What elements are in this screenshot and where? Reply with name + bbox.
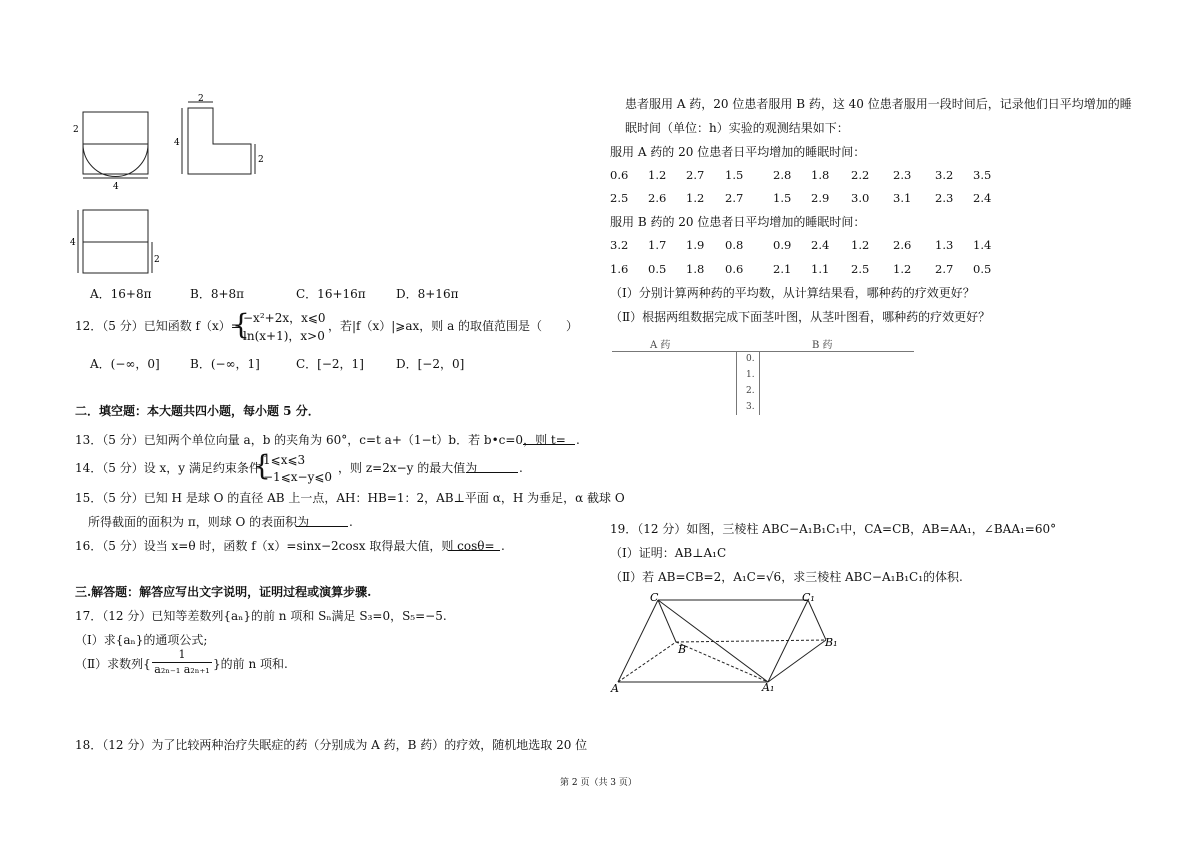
top-dim-2: 2 — [154, 255, 160, 265]
data-value: 2.1 — [773, 262, 792, 276]
prism-label-b: B — [678, 643, 687, 656]
q18-part-2: （Ⅱ）根据两组数据完成下面茎叶图，从茎叶图看，哪种药的疗效更好？ — [610, 310, 991, 324]
q19-line-1: 19．（12 分）如图，三棱柱 ABC−A₁B₁C₁中，CA=CB，AB=AA₁，∠BAA₁=60° — [610, 522, 1057, 536]
top-view — [78, 210, 152, 273]
q19-line-3: （Ⅱ）若 AB=CB=2，A₁C=√6，求三棱柱 ABC−A₁B₁C₁的体积. — [610, 570, 963, 584]
q12-option-c: C．[−2，1] — [296, 357, 364, 371]
stem-leaf-header-rule — [612, 351, 914, 352]
data-value: 0.5 — [648, 262, 667, 276]
side-dim-left: 4 — [174, 138, 180, 148]
stem-2: 2. — [746, 386, 755, 396]
page-footer: 第 2 页（共 3 页） — [560, 778, 637, 788]
q11-option-c: C．16+16π — [296, 287, 366, 301]
q15-period: . — [349, 515, 353, 529]
stem-leaf-header-a: A 药 — [650, 340, 671, 351]
side-dim-right: 2 — [258, 155, 264, 165]
front-dim-4: 4 — [113, 182, 119, 192]
data-value: 2.7 — [935, 262, 954, 276]
stem-leaf-divider-1 — [736, 351, 737, 415]
data-value: 1.5 — [725, 168, 744, 182]
top-dim-4: 4 — [70, 238, 76, 248]
q18-a-title: 服用 A 药的 20 位患者日平均增加的睡眠时间： — [610, 145, 866, 159]
stem-3: 3. — [746, 402, 755, 412]
data-value: 1.5 — [773, 191, 792, 205]
data-value: 1.8 — [811, 168, 830, 182]
q18-part-1: （Ⅰ）分别计算两种药的平均数，从计算结果看，哪种药的疗效更好？ — [610, 286, 975, 300]
data-value: 1.7 — [648, 238, 667, 252]
data-value: 0.5 — [973, 262, 992, 276]
prism-label-c: C — [650, 591, 659, 604]
data-value: 1.4 — [973, 238, 992, 252]
data-value: 2.3 — [935, 191, 954, 205]
data-value: 2.5 — [851, 262, 870, 276]
q11-option-d: D．8+16π — [396, 287, 459, 301]
data-value: 3.0 — [851, 191, 870, 205]
q14-constraint-1: 1⩽x⩽3 — [263, 453, 306, 467]
prism-figure — [608, 590, 848, 698]
side-dim-top: 2 — [198, 94, 204, 104]
prism-label-b1: B₁ — [825, 636, 838, 649]
data-value: 0.6 — [610, 168, 629, 182]
q14-period: . — [519, 461, 523, 475]
data-value: 1.8 — [686, 262, 705, 276]
three-view-figure — [68, 92, 288, 287]
data-value: 2.3 — [893, 168, 912, 182]
data-value: 1.3 — [935, 238, 954, 252]
q15-line-2: 所得截面的面积为 π，则球 O 的表面积为 — [88, 515, 310, 529]
data-value: 1.2 — [648, 168, 667, 182]
q13-text: 13．（5 分）已知两个单位向量 a，b 的夹角为 60°，c=t a+（1−t）b．若 b•c=0，则 t= — [75, 433, 566, 447]
q14-suffix: ，则 z=2x−y 的最大值为 — [338, 461, 478, 475]
q17-fraction-numerator: 1 — [152, 648, 212, 663]
front-dim-2: 2 — [73, 125, 79, 135]
q12-option-a: A．(−∞，0] — [90, 357, 160, 371]
q11-option-b: B．8+8π — [190, 287, 245, 301]
q13-blank — [523, 433, 575, 445]
q17-line-3-prefix: （Ⅱ）求数列{ — [75, 657, 151, 671]
q15-line-1: 15．（5 分）已知 H 是球 O 的直径 AB 上一点，AH：HB=1：2，AB⊥平面 α，H 为垂足，α 截球 O — [75, 491, 625, 505]
data-value: 0.8 — [725, 238, 744, 252]
data-value: 2.2 — [851, 168, 870, 182]
q14-prefix: 14．（5 分）设 x，y 满足约束条件 — [75, 461, 261, 475]
prism-label-a: A — [611, 682, 619, 695]
q15-blank — [296, 515, 348, 527]
q17-fraction-denominator: a₂ₙ₋₁ a₂ₙ₊₁ — [154, 663, 210, 676]
q18-line-1: 18．（12 分）为了比较两种治疗失眠症的药（分别成为 A 药，B 药）的疗效，随机地选取 20 位 — [75, 738, 588, 752]
q14-blank — [466, 461, 518, 473]
stem-1: 1. — [746, 370, 755, 380]
q17-fraction — [152, 648, 212, 677]
q18-b-row-1 — [610, 238, 997, 252]
q18-b-title: 服用 B 药的 20 位患者日平均增加的睡眠时间： — [610, 215, 866, 229]
q16-text: 16．（5 分）设当 x=θ 时，函数 f（x）=sinx−2cosx 取得最大值，则 cosθ= — [75, 539, 495, 553]
data-value: 1.2 — [893, 262, 912, 276]
stem-leaf-divider-2 — [759, 351, 760, 415]
data-value: 0.9 — [773, 238, 792, 252]
data-value: 3.5 — [973, 168, 992, 182]
q12-option-b: B．(−∞，1] — [190, 357, 260, 371]
data-value: 1.2 — [851, 238, 870, 252]
data-value: 2.4 — [973, 191, 992, 205]
prism-label-a1: A₁ — [762, 681, 775, 694]
q14-brace: { — [253, 449, 271, 482]
data-value: 3.2 — [935, 168, 954, 182]
q12-case-2: ln(x+1)，x>0 — [243, 329, 325, 343]
prism-label-c1: C₁ — [802, 591, 815, 604]
q14-constraint-2: −1⩽x−y⩽0 — [263, 470, 333, 484]
q11-option-a: A．16+8π — [90, 287, 152, 301]
data-value: 2.6 — [893, 238, 912, 252]
data-value: 1.6 — [610, 262, 629, 276]
q17-line-1: 17．（12 分）已知等差数列{aₙ}的前 n 项和 Sₙ满足 S₃=0，S₅=−5. — [75, 609, 447, 623]
data-value: 3.1 — [893, 191, 912, 205]
front-view — [83, 112, 148, 178]
stem-0: 0. — [746, 354, 755, 364]
stem-leaf-table — [612, 336, 914, 416]
data-value: 2.5 — [610, 191, 629, 205]
q16-blank — [448, 539, 500, 551]
data-value: 1.2 — [686, 191, 705, 205]
q12-prefix: 12．（5 分）已知函数 f（x）= — [75, 319, 241, 333]
data-value: 2.9 — [811, 191, 830, 205]
data-value: 0.6 — [725, 262, 744, 276]
q17-line-2: （Ⅰ）求{aₙ}的通项公式; — [75, 633, 208, 647]
q18-a-row-1 — [610, 168, 997, 182]
section2-title: 二．填空题：本大题共四小题，每小题 5 分． — [75, 404, 320, 418]
data-value: 2.7 — [725, 191, 744, 205]
q12-case-1: −x²+2x，x⩽0 — [243, 311, 326, 325]
q12-option-d: D．[−2，0] — [396, 357, 465, 371]
side-view — [182, 102, 255, 174]
q13-period: . — [576, 433, 580, 447]
section3-title: 三.解答题：解答应写出文字说明，证明过程或演算步骤. — [75, 585, 372, 599]
data-value: 1.9 — [686, 238, 705, 252]
q18-b-row-2 — [610, 262, 997, 276]
q18-line-3: 眠时间（单位：h）实验的观测结果如下： — [625, 121, 849, 135]
q18-a-row-2 — [610, 191, 997, 205]
data-value: 2.8 — [773, 168, 792, 182]
data-value: 3.2 — [610, 238, 629, 252]
data-value: 2.6 — [648, 191, 667, 205]
q16-period: . — [501, 539, 505, 553]
q18-line-2: 患者服用 A 药，20 位患者服用 B 药，这 40 位患者服用一段时间后，记录他们日平均增加的睡 — [625, 97, 1132, 111]
q19-line-2: （Ⅰ）证明：AB⊥A₁C — [610, 546, 727, 560]
data-value: 1.1 — [811, 262, 830, 276]
data-value: 2.7 — [686, 168, 705, 182]
q12-suffix: ，若|f（x）|⩾ax，则 a 的取值范围是（ ） — [328, 319, 579, 333]
stem-leaf-header-b: B 药 — [812, 340, 833, 351]
q12-piecewise-brace: { — [232, 308, 250, 341]
q17-line-3-suffix: }的前 n 项和. — [213, 657, 288, 671]
data-value: 2.4 — [811, 238, 830, 252]
